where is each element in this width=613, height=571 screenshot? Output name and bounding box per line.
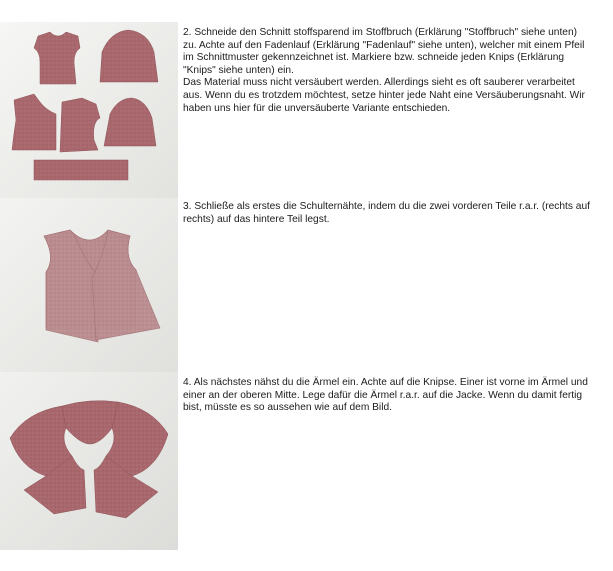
collar-strip-shape (34, 160, 128, 180)
cut-pattern-pieces-image (0, 22, 178, 198)
step-4-photo (0, 372, 178, 550)
step-2-section (0, 22, 613, 198)
step-2-photo (0, 22, 178, 198)
step-3-text: 3. Schließe als erstes die Schulternähte, indem du die zwei vorderen Teile r.a.r. (rechts auf rechts) auf das hintere Teil legst. (183, 201, 590, 225)
front-right-piece-shape (60, 98, 100, 152)
step-2-text: 2. Schneide den Schnitt stoffsparend im Stoffbruch (Erklärung "Stoffbruch" siehe unten) zu. Achte auf den Fadenlauf (Erklärung "Fadenlauf" siehe unten), welcher mit einem Pfeil im Schnittmuster gekennzeichnet ist. Markiere bzw. schneide jeden Knips (Erklärung "Knips" siehe unten) ein. Das Material muss nicht versäubert werden. Allerdings sieht es oft sauberer verarbeitet aus. Wenn du es trotzdem möchtest, setze hinter jede Naht eine Versäuberungsnaht. Wir haben uns hier für die unversäuberte Variante entschieden. (183, 27, 585, 114)
step-3-section (0, 198, 613, 372)
back-piece-shape (34, 32, 80, 84)
sleeves-attached-image (0, 372, 178, 550)
step-4-text: 4. Als nächstes nähst du die Ärmel ein. Achte auf die Knipse. Einer ist vorne im Ärmel und einer an der oberen Mitte. Lege dafür die Ärmel r.a.r. auf die Jacke. Wenn du damit fertig bist, müsste es so aussehen wie auf dem Bild. (183, 377, 588, 414)
step-4-section (0, 372, 613, 550)
step-3-photo (0, 198, 178, 372)
vest-shoulder-seams-image (0, 198, 178, 372)
